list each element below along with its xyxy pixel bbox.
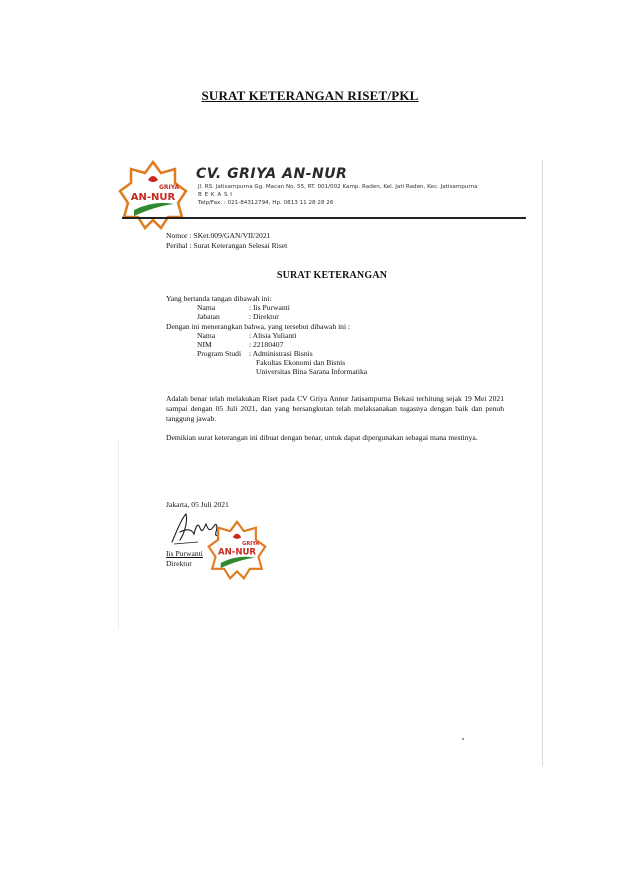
closing-paragraph: Demikian surat keterangan ini dibuat dengan benar, untuk dapat dipergunakan sebagai mana mestinya. xyxy=(166,433,478,442)
letter-number: Nomor : SKet.009/GAN/VII/2021 xyxy=(166,231,271,240)
logo-text-main: AN-NUR xyxy=(130,192,176,203)
signatory-name: Iis Purwanti xyxy=(166,549,203,558)
scan-speck xyxy=(462,738,464,740)
subject-program-value: : Administrasi Bisnis xyxy=(249,349,313,358)
stamp-text-main: AN-NUR xyxy=(217,547,257,558)
stamp-text-top: GRIYA xyxy=(242,540,260,547)
subject-nim-label: NIM xyxy=(197,340,212,349)
company-stamp xyxy=(207,520,267,580)
signer-position-value: : Direktur xyxy=(249,312,279,321)
letter-subject: Perihal : Surat Keterangan Selesai Riset xyxy=(166,241,288,250)
company-contact: Telp/Fax. : 021-84312794, Hp. 0813 11 28 28 26 xyxy=(198,200,334,206)
signer-position-label: Jabatan xyxy=(197,312,220,321)
body-paragraph: Adalah benar telah melakukan Riset pada CV Griya Annur Jatisampurna Bekasi terhitung sejak 19 Mei 2021 sampai dengan 05 Juli 2021, dan yang bersangkutan telah melaksanakan tugasnya dengan baik dan penuh tanggung jawab. xyxy=(166,394,504,424)
subject-program-label: Program Studi xyxy=(197,349,242,358)
subject-nim-value: : 22180407 xyxy=(249,340,284,349)
page-title: SURAT KETERANGAN RISET/PKL xyxy=(201,88,419,103)
signer-name-value: : Iis Purwanti xyxy=(249,303,290,312)
subject-name-value: : Alisia Yulianti xyxy=(249,331,297,340)
company-name: CV. GRIYA AN-NUR xyxy=(196,166,348,182)
scan-edge xyxy=(542,160,543,766)
subject-name-label: Nama xyxy=(197,331,216,340)
signer-intro: Yang bertanda tangan dibawah ini: xyxy=(166,294,272,303)
company-logo xyxy=(118,160,188,230)
signer-name-label: Nama xyxy=(197,303,216,312)
company-city: B E K A S I xyxy=(198,192,233,198)
subject-faculty: Fakultas Ekonomi dan Bisnis xyxy=(256,358,346,367)
company-address: Jl. RS. Jatisampurna Gg. Macan No. 55, RT. 001/002 Kamp. Raden, Kel. Jati Raden, Kec. Jatisampurna xyxy=(198,184,478,190)
letter-heading: SURAT KETERANGAN xyxy=(276,270,388,281)
subject-university: Universitas Bina Sarana Informatika xyxy=(256,367,368,376)
subject-intro: Dengan ini menerangkan bahwa, yang tersebut dibawah ini : xyxy=(166,322,351,331)
scan-edge-left xyxy=(118,440,119,630)
signatory-title: Direktur xyxy=(166,559,192,568)
place-date: Jakarta, 05 Juli 2021 xyxy=(166,500,229,509)
logo-text-top: GRIYA xyxy=(159,184,180,191)
letterhead-divider xyxy=(122,217,526,219)
